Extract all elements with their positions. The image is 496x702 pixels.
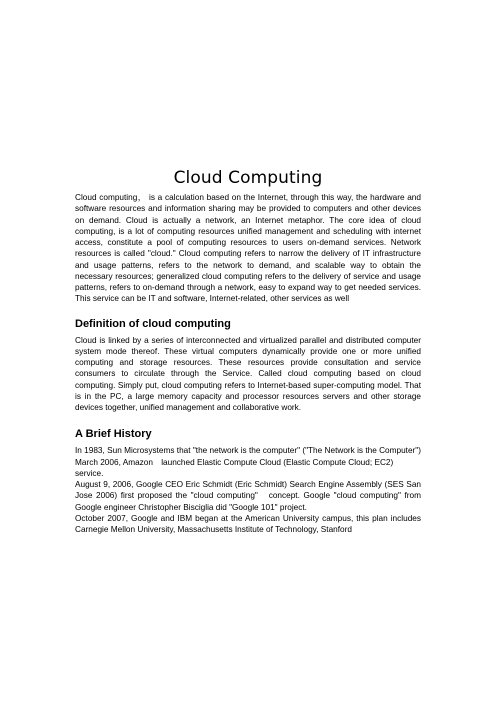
document-content (75, 168, 421, 535)
section-heading-history: A Brief History (75, 428, 152, 441)
section-heading-definition: Definition of cloud computing (75, 317, 231, 330)
history-entry: October 2007, Google and IBM began at the American University campus, this plan includes Carnegie Mellon University, Massachusetts Institute of Technology, Stanford (75, 513, 421, 534)
intro-paragraph: Cloud computing， is a calculation based on the Internet, through this way, the hardware and software resources and information sharing may be provided to computers and other devices on demand. Cloud is actually a network, an Internet metaphor. The core idea of cloud computing, is a lot of computing resources unified management and scheduling with internet access, constitute a pool of computing resources to users on-demand services. Network resources is called "cloud." Cloud computing refers to narrow the delivery of IT infrastructure and usage patterns, refers to the network to demand, and scalable way to obtain the necessary resources; generalized cloud computing refers to the delivery of service and usage patterns, refers to on-demand through a network, easy to expand way to get needed services. This service can be IT and software, Internet-related, other services as well (75, 193, 421, 304)
history-entry: August 9, 2006, Google CEO Eric Schmidt (Eric Schmidt) Search Engine Assembly (SES San Jose 2006) first proposed the "cloud computing" concept. Google "cloud computing" from Google engineer Christopher Bisciglia did "Google 101" project. (75, 480, 421, 512)
definition-paragraph: Cloud is linked by a series of interconnected and virtualized parallel and distributed computer system mode thereof. These virtual computers dynamically provide one or more unified computing and storage resources. These resources provide consultation and service consumers to circulate through the Service. Called cloud computing based on cloud computing. Simply put, cloud computing refers to Internet-based super-computing model. That is in the PC, a large memory capacity and processor resources servers and other storage devices together, unified management and collaborative work. (75, 335, 421, 412)
history-list (75, 445, 421, 535)
document-title: Cloud Computing (173, 168, 323, 188)
history-entry: March 2006, Amazon launched Elastic Compute Cloud (Elastic Compute Cloud; EC2) service. (75, 457, 394, 478)
history-entry: In 1983, Sun Microsystems that "the network is the computer" ("The Network is the Computer") (75, 446, 421, 456)
